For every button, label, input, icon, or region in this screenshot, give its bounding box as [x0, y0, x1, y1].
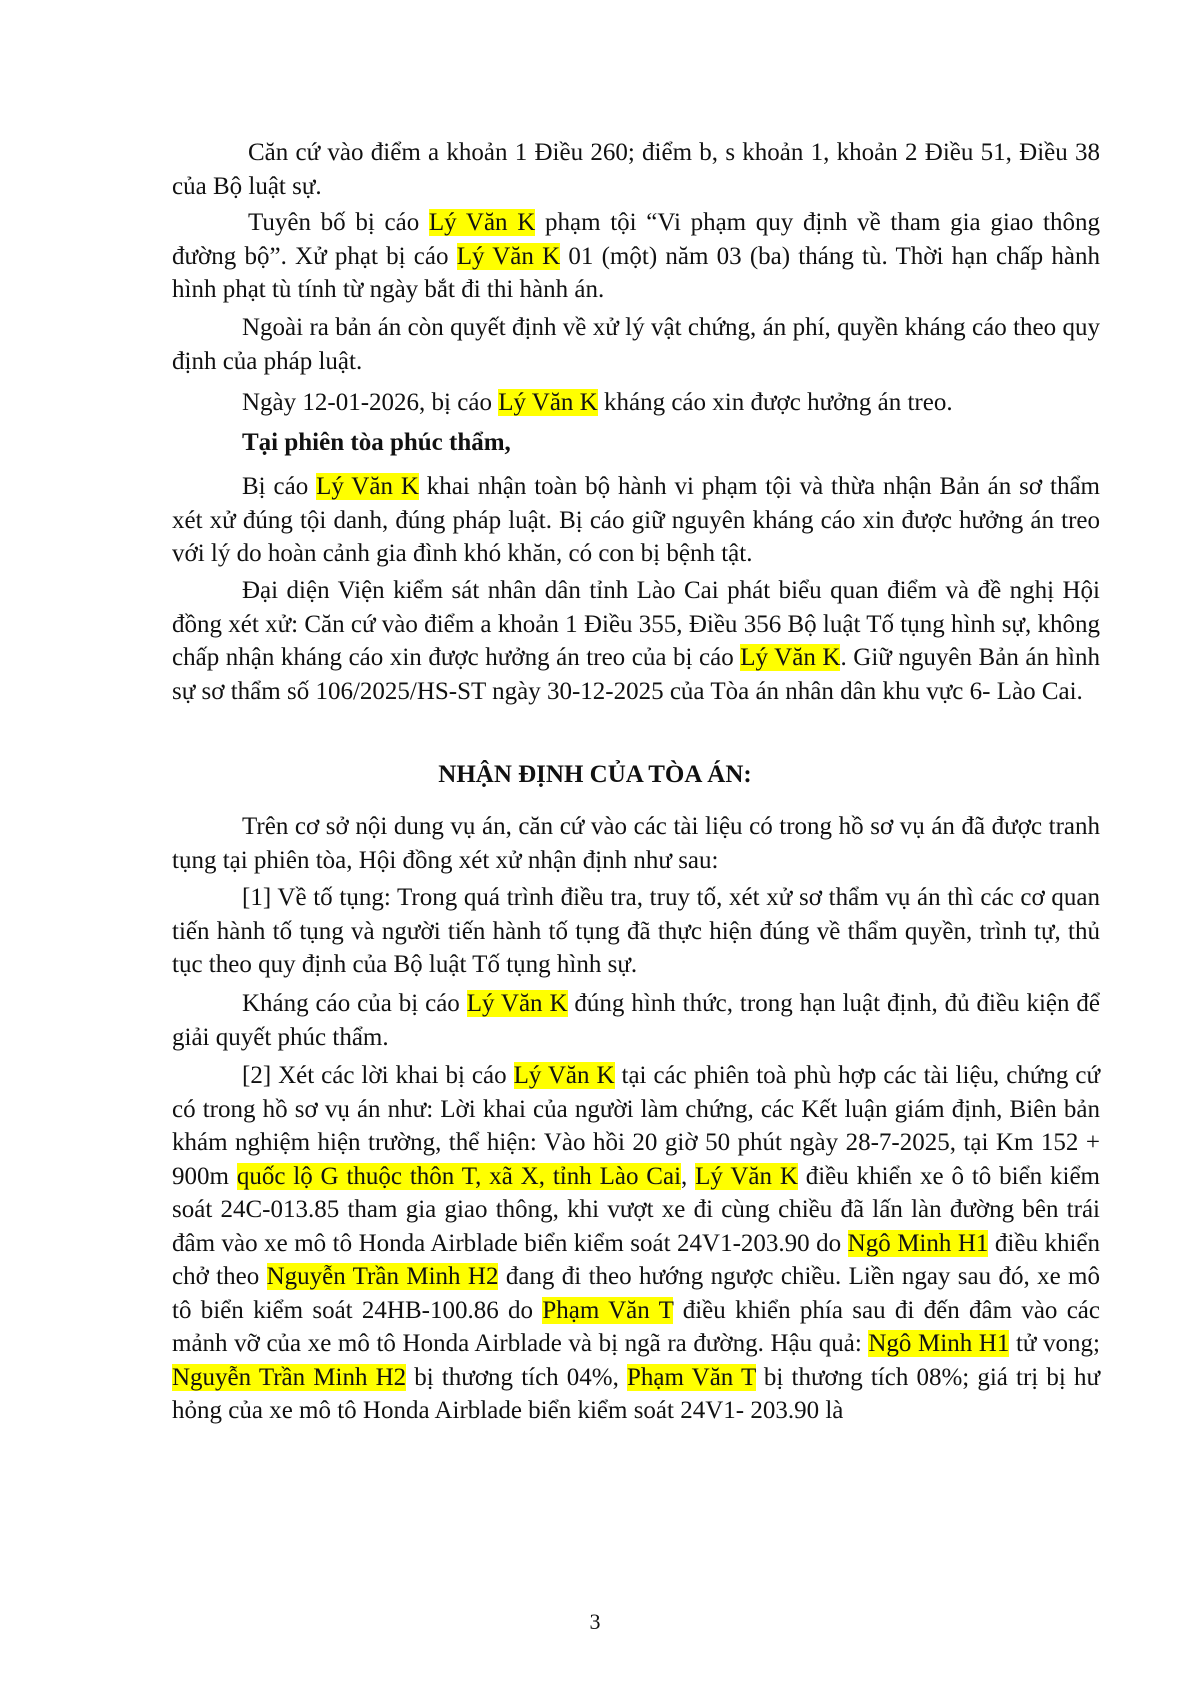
text-run: bị thương tích 04%, [406, 1363, 628, 1391]
paragraph-procedure [172, 881, 1100, 982]
section-appeal-hearing [172, 426, 1100, 460]
text-run: tử vong; [1009, 1330, 1100, 1357]
highlighted-name: Lý Văn K [498, 389, 598, 416]
text-run: khai nhận toàn bộ hành vi phạm tội và thừa nhận Bản án sơ thẩm xét xử đúng tội danh, đúng pháp luật. Bị cáo giữ nguyên kháng cáo xin được hưởng án treo với lý do hoàn cảnh gia đình khó khăn, có con bị bệnh tật. [172, 473, 1100, 567]
text-run: [2] Xét các lời khai bị cáo [242, 1062, 514, 1089]
highlighted-name: Lý Văn K [513, 1062, 615, 1089]
highlighted-name: Ngô Minh H1 [847, 1229, 989, 1257]
text-run: Kháng cáo của bị cáo [242, 990, 467, 1017]
text-run: Đại diện Viện kiểm sát nhân dân tỉnh Lào Cai phát biểu quan điểm và đề nghị Hội đồng xét xử: Căn cứ vào điểm a khoản 1 Điều 355, Điều 356 Bộ luật Tố tụng hình sự, không chấp nhận kháng cáo xin được hưởng án treo của bị cáo [172, 577, 1100, 671]
highlighted-name: Phạm Văn T [542, 1296, 674, 1324]
text-run: Căn cứ vào điểm a khoản 1 Điều 260; điểm b, s khoản 1, khoản 2 Điều 51, Điều 38 của Bộ luật sự. [172, 139, 1100, 200]
paragraph-appeal-date [172, 386, 1100, 420]
text-run: Bị cáo [242, 473, 317, 500]
highlighted-name: Lý Văn K [695, 1162, 798, 1190]
section-heading-court-assessment [0, 758, 1190, 792]
text-run: đúng hình thức, trong hạn luật định, đủ điều kiện để giải quyết phúc thẩm. [172, 990, 1100, 1051]
text-run: bị thương tích 08%; giá trị bị hư hỏng của xe mô tô Honda Airblade biển kiểm soát 24V1- 203.90 là [172, 1363, 1100, 1424]
text-run: kháng cáo xin được hưởng án treo. [597, 389, 953, 416]
text-run: điều khiển xe ô tô biển kiểm soát 24C-013.85 tham gia giao thông, khi vượt xe đi cùng chiều đã lấn làn đường bên trái đâm vào xe mô tô Honda Airblade biển kiểm soát 24V1-203.90 do [172, 1162, 1101, 1257]
highlighted-name: Lý Văn K [316, 473, 419, 500]
text-run: điều khiển chở theo [172, 1229, 1100, 1290]
paragraph-appeal-validity [172, 987, 1100, 1054]
text-run: đang đi theo hướng ngược chiều. Liền ngay sau đó, xe mô tô biển kiểm soát 24HB-100.86 do [172, 1263, 1100, 1324]
text-run: NHẬN ĐỊNH CỦA TÒA ÁN: [438, 761, 752, 788]
paragraph-procuracy-opinion [172, 574, 1100, 708]
page-number: 3 [589, 1609, 601, 1634]
paragraph-legal-basis [172, 136, 1100, 203]
paragraph-assessment-intro [172, 810, 1100, 877]
highlighted-name: Lý Văn K [456, 242, 561, 270]
text-run: Ngoài ra bản án còn quyết định về xử lý vật chứng, án phí, quyền kháng cáo theo quy định của pháp luật. [172, 314, 1100, 375]
highlighted-name: Nguyễn Trần Minh H2 [172, 1363, 407, 1391]
text-run: tại các phiên toà phù hợp các tài liệu, chứng cứ có trong hồ sơ vụ án như: Lời khai của người làm chứng, các Kết luận giám định, Biên bản khám nghiệm hiện trường, thể hiện: Vào hồi 20 giờ 50 phút ngày 28-7-2025, tại Km 152 + 900m [172, 1062, 1101, 1190]
highlighted-name: Lý Văn K [428, 209, 536, 236]
highlighted-name: Lý Văn K [740, 644, 841, 671]
text-run: Ngày 12-01-2026, bị cáo [242, 389, 499, 416]
text-run: Tại phiên tòa phúc thẩm, [242, 429, 511, 456]
paragraph-defendant-statement [172, 470, 1100, 571]
text-run: , [681, 1162, 696, 1190]
highlighted-name: Ngô Minh H1 [868, 1330, 1010, 1357]
paragraph-verdict [172, 206, 1100, 307]
highlighted-name: Phạm Văn T [627, 1363, 756, 1391]
highlighted-name: Lý Văn K [466, 990, 568, 1017]
paragraph-case-facts [172, 1059, 1100, 1428]
text-run: phạm tội “Vi phạm quy định về tham gia giao thông đường bộ”. Xử phạt bị cáo [172, 209, 1100, 270]
highlighted-name: Nguyễn Trần Minh H2 [266, 1263, 499, 1290]
highlighted-name: quốc lộ G thuộc thôn T, xã X, tỉnh Lào Cai [236, 1162, 682, 1190]
text-run: Trên cơ sở nội dung vụ án, căn cứ vào các tài liệu có trong hồ sơ vụ án đã được tranh tụng tại phiên tòa, Hội đồng xét xử nhận định như sau: [172, 813, 1100, 874]
text-run: [1] Về tố tụng: Trong quá trình điều tra, truy tố, xét xử sơ thẩm vụ án thì các cơ quan tiến hành tố tụng và người tiến hành tố tụng đã thực hiện đúng về thẩm quyền, trình tự, thủ tục theo quy định của Bộ luật Tố tụng hình sự. [172, 884, 1100, 978]
paragraph-other-decisions [172, 311, 1100, 378]
text-run: Tuyên bố bị cáo [248, 209, 429, 236]
text-run: . Giữ nguyên Bản án hình sự sơ thẩm số 106/2025/HS-ST ngày 30-12-2025 của Tòa án nhân dân khu vực 6- Lào Cai. [172, 644, 1101, 705]
text-run: điều khiển phía sau đi đến đâm vào các mảnh vỡ của xe mô tô Honda Airblade và bị ngã ra đường. Hậu quả: [172, 1296, 1101, 1357]
text-run: 01 (một) năm 03 (ba) tháng tù. Thời hạn chấp hành hình phạt tù tính từ ngày bắt đi thi hành án. [172, 242, 1100, 303]
